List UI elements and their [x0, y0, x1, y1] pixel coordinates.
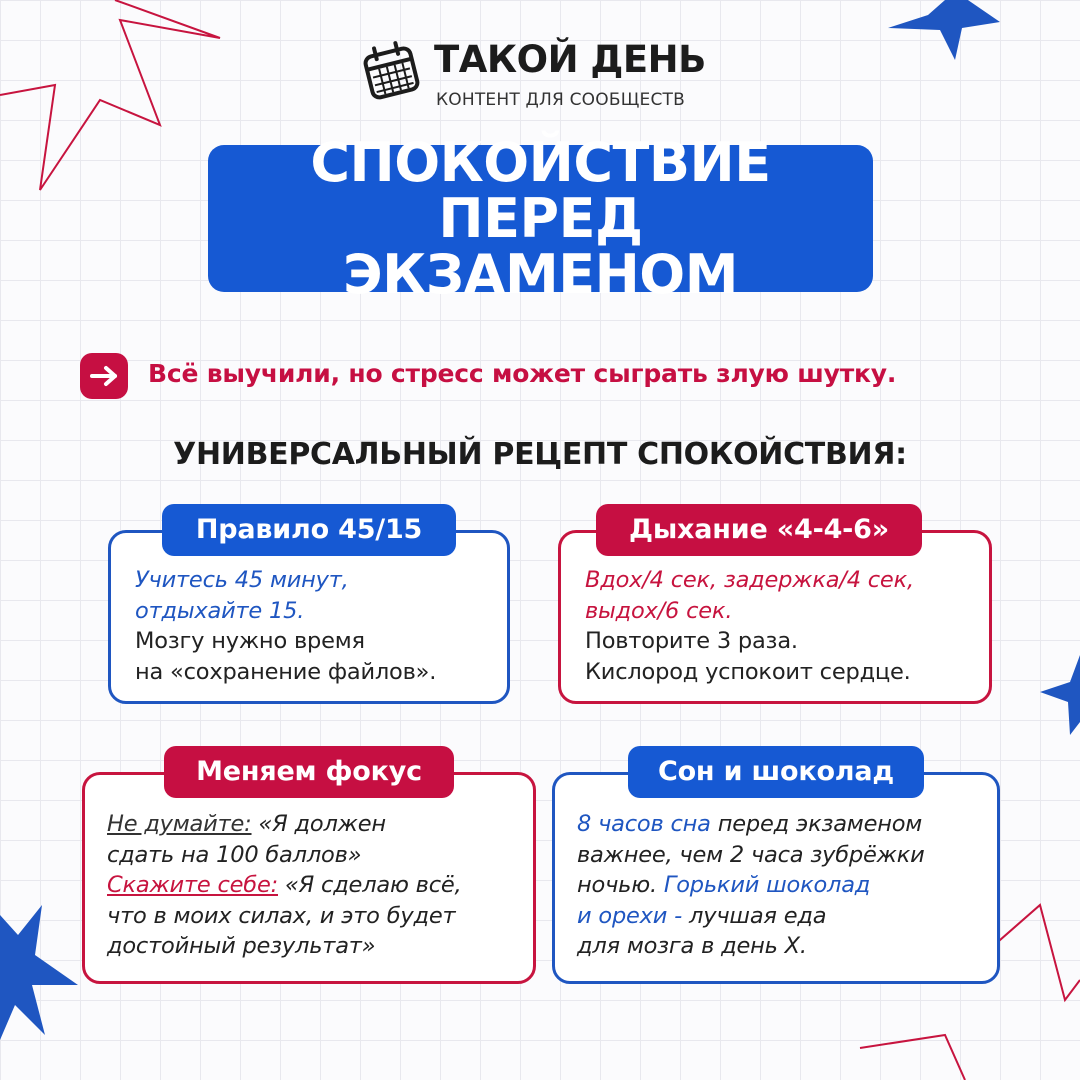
- section-heading: УНИВЕРСАЛЬНЫЙ РЕЦЕПТ СПОКОЙСТВИЯ:: [173, 437, 907, 472]
- page-title: СПОКОЙСТВИЕ ПЕРЕД ЭКЗАМЕНОМ: [310, 130, 771, 306]
- calendar-icon: [358, 38, 424, 104]
- card-text-line: Повторите 3 раза.: [585, 628, 798, 654]
- card-change-focus: [82, 772, 536, 984]
- card-body: [585, 565, 914, 687]
- title-banner: [208, 130, 873, 306]
- blue-star-top-right: [888, 0, 1000, 60]
- card-text-line: выдох/6 сек.: [585, 597, 733, 624]
- brand-subtitle: КОНТЕНТ ДЛЯ СООБЩЕСТВ: [436, 90, 685, 110]
- card-body: [577, 809, 925, 962]
- red-zigzag-top-left: [0, 0, 220, 190]
- card-text-line: Учитесь 45 минут,: [135, 567, 349, 593]
- card-label-focus: Меняем фокус: [164, 746, 454, 798]
- lead-line: [80, 352, 1040, 400]
- card-text-line: что в моих силах, и это будет: [107, 902, 456, 929]
- card-text-line: на «сохранение файлов».: [135, 658, 437, 685]
- card-text-line: отдыхайте 15.: [135, 597, 305, 624]
- card-text-line: достойный результат»: [107, 933, 376, 959]
- card-text-line: и орехи - лучшая еда: [577, 902, 827, 929]
- brand-title: ТАКОЙ ДЕНЬ: [434, 38, 706, 81]
- card-text-line: важнее, чем 2 часа зубрёжки: [577, 841, 925, 868]
- card-body: [107, 809, 461, 962]
- red-zigzag-bottom-right-2: [860, 1035, 965, 1080]
- card-text-line: для мозга в день Х.: [577, 933, 807, 959]
- blue-star-bottom-left: [0, 905, 78, 1040]
- lead-text: Всё выучили, но стресс может сыграть злую шутку.: [148, 359, 897, 388]
- card-text-line: ночью. Горький шоколад: [577, 872, 871, 898]
- card-text-line: Скажите себе: «Я сделаю всё,: [107, 872, 462, 898]
- card-label-rule: Правило 45/15: [162, 504, 456, 556]
- card-label-sleep: Сон и шоколад: [628, 746, 924, 798]
- card-body: [135, 565, 436, 687]
- card-breathing: [558, 530, 992, 704]
- card-text-line: сдать на 100 баллов»: [107, 841, 362, 868]
- card-sleep-chocolate: [552, 772, 1000, 984]
- card-text-line: Не думайте: «Я должен: [107, 811, 386, 837]
- card-rule-45-15: [108, 530, 510, 704]
- card-text-line: Вдох/4 сек, задержка/4 сек,: [585, 567, 914, 593]
- arrow-right-icon: [80, 353, 128, 399]
- card-text-line: 8 часов сна перед экзаменом: [577, 811, 923, 837]
- card-text-line: Мозгу нужно время: [135, 628, 365, 654]
- brand-logo: [358, 38, 738, 110]
- blue-star-right: [1040, 655, 1080, 735]
- card-label-breathing: Дыхание «4-4-6»: [596, 504, 922, 556]
- card-text-line: Кислород успокоит сердце.: [585, 658, 911, 685]
